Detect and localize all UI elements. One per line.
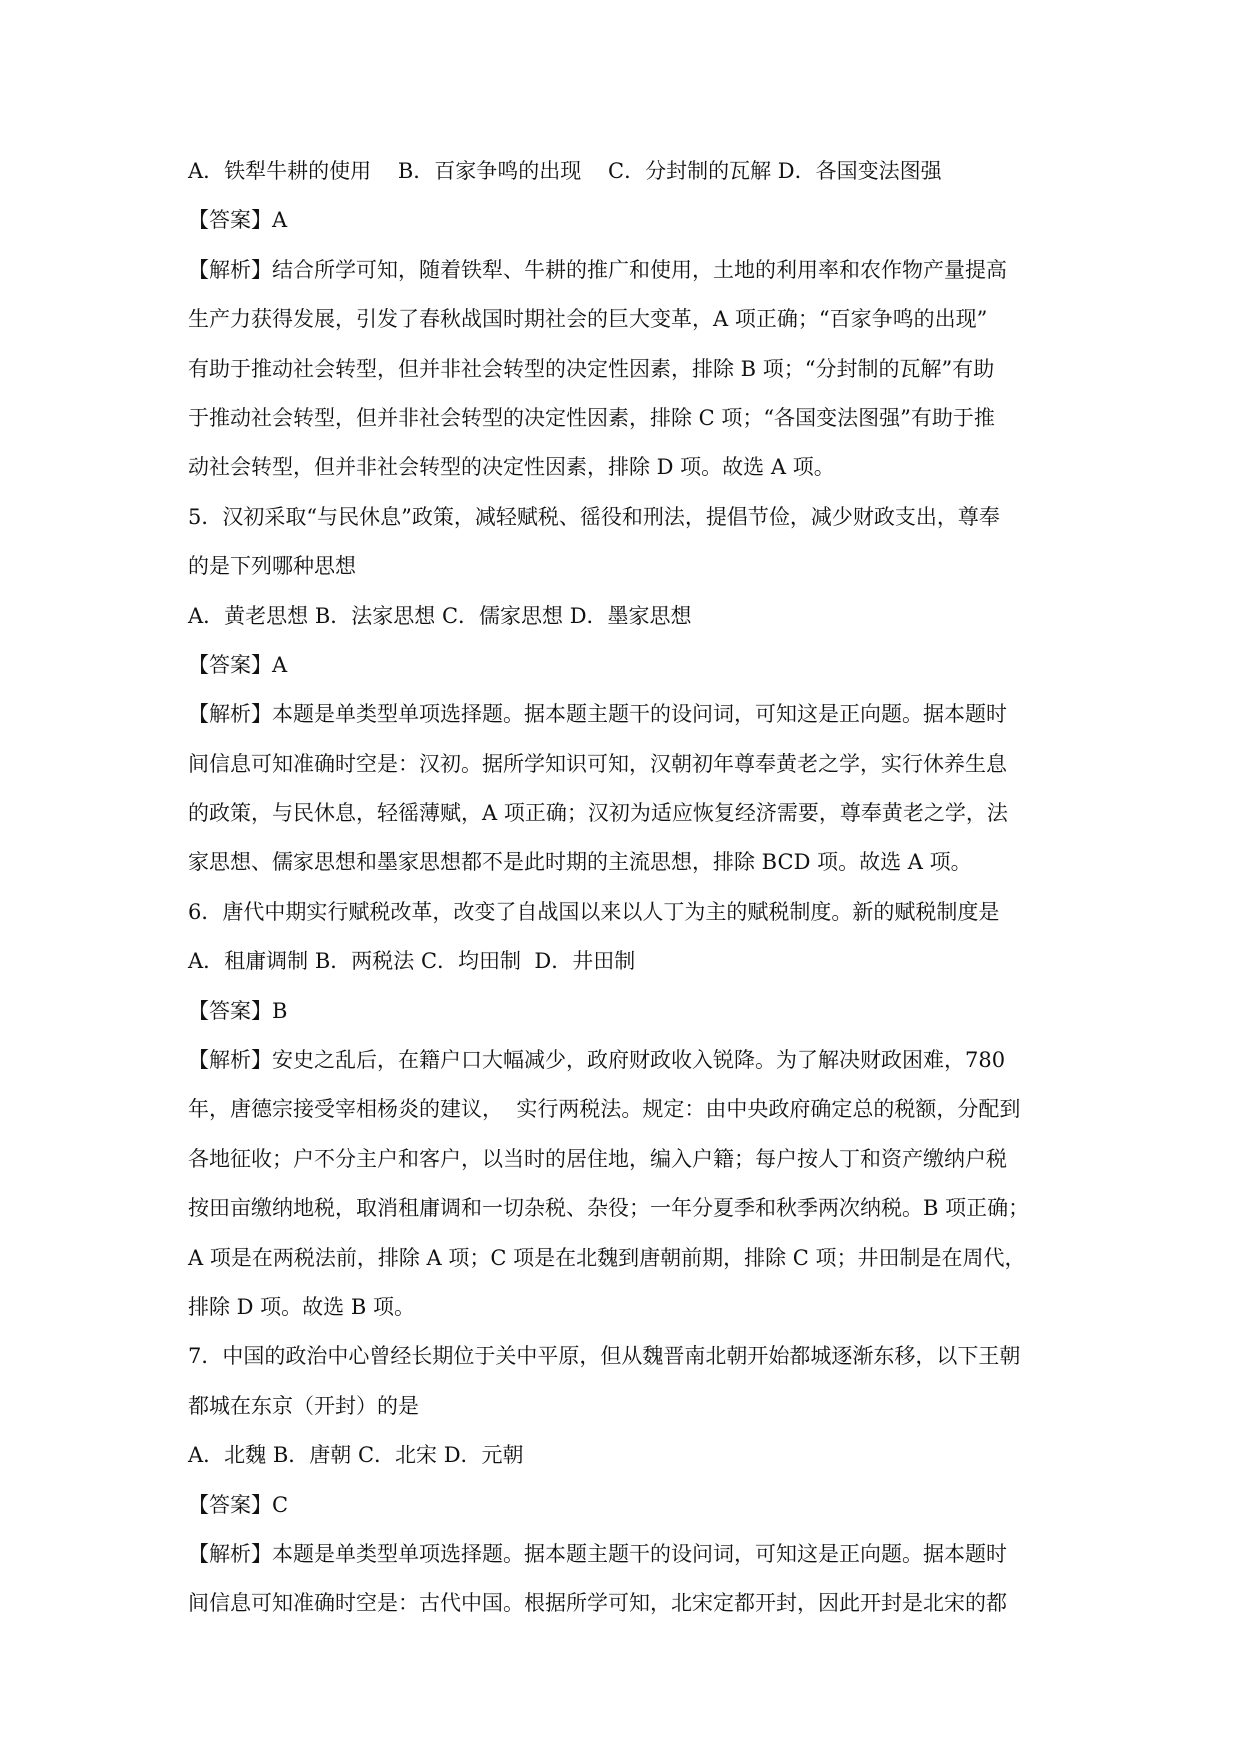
q5-options: A．黄老思想 B．法家思想 C．儒家思想 D．墨家思想 [188,603,692,628]
q4-analysis-line: 动社会转型，但并非社会转型的决定性因素，排除 D 项。故选 A 项。 [188,455,835,480]
q5-analysis-line: 间信息可知准确时空是：汉初。据所学知识可知，汉朝初年尊奉黄老之学，实行休养生息 [188,751,1007,776]
q6-stem: 6．唐代中期实行赋税改革，改变了自战国以来以人丁为主的赋税制度。新的赋税制度是 [188,899,1000,924]
q5-answer: 【答案】A [188,652,288,677]
q6-answer: 【答案】B [188,998,288,1023]
q6-options: A．租庸调制 B．两税法 C．均田制 D．井田制 [188,949,636,974]
document-body [188,158,1068,1640]
q7-analysis-line: 【解析】本题是单类型单项选择题。据本题主题干的设问词，可知这是正向题。据本题时 [188,1541,1007,1566]
q4-analysis-line: 【解析】结合所学可知，随着铁犁、牛耕的推广和使用，土地的利用率和农作物产量提高 [188,257,1007,282]
q7-answer: 【答案】C [188,1492,289,1517]
q4-analysis-line: 有助于推动社会转型，但并非社会转型的决定性因素，排除 B 项；“分封制的瓦解”有助 [188,356,995,381]
q6-analysis-line: A 项是在两税法前，排除 A 项；C 项是在北魏到唐朝前期，排除 C 项；井田制是在周代， [188,1245,1026,1270]
q5-stem-line: 的是下列哪种思想 [188,554,356,579]
q4-answer: 【答案】A [188,208,288,233]
q6-analysis-line: 【解析】安史之乱后，在籍户口大幅减少，政府财政收入锐降。为了解决财政困难，780 [188,1048,1006,1073]
q5-analysis-line: 【解析】本题是单类型单项选择题。据本题主题干的设问词，可知这是正向题。据本题时 [188,702,1007,727]
q4-analysis-line: 于推动社会转型，但并非社会转型的决定性因素，排除 C 项；“各国变法图强”有助于推 [188,405,995,430]
q5-analysis-line: 家思想、儒家思想和墨家思想都不是此时期的主流思想，排除 BCD 项。故选 A 项。 [188,850,972,875]
q7-analysis-line: 间信息可知准确时空是：古代中国。根据所学可知，北宋定都开封，因此开封是北宋的都 [188,1591,1007,1616]
q7-options: A．北魏 B．唐朝 C．北宋 D．元朝 [188,1443,524,1468]
q7-stem-line: 都城在东京（开封）的是 [188,1393,419,1418]
q4-options: A．铁犁牛耕的使用 B．百家争鸣的出现 C．分封制的瓦解 D．各国变法图强 [188,159,942,183]
q6-analysis-line: 各地征收；户不分主户和客户，以当时的居住地，编入户籍；每户按人丁和资产缴纳户税 [188,1146,1007,1171]
q5-analysis-line: 的政策，与民休息，轻徭薄赋，A 项正确；汉初为适应恢复经济需要，尊奉黄老之学，法 [188,801,1008,826]
q6-analysis-line: 排除 D 项。故选 B 项。 [188,1294,415,1319]
q6-analysis-line: 年，唐德宗接受宰相杨炎的建议， 实行两税法。规定：由中央政府确定总的税额，分配到 [188,1097,1021,1122]
q7-stem-line: 7．中国的政治中心曾经长期位于关中平原，但从魏晋南北朝开始都城逐渐东移，以下王朝 [188,1344,1021,1369]
q4-analysis-line: 生产力获得发展，引发了春秋战国时期社会的巨大变革，A 项正确；“百家争鸣的出现” [188,307,988,332]
q5-stem-line: 5．汉初采取“与民休息”政策，减轻赋税、徭役和刑法，提倡节俭，减少财政支出，尊奉 [188,504,1000,529]
q6-analysis-line: 按田亩缴纳地税，取消租庸调和一切杂税、杂役；一年分夏季和秋季两次纳税。B 项正确； [188,1196,1030,1221]
